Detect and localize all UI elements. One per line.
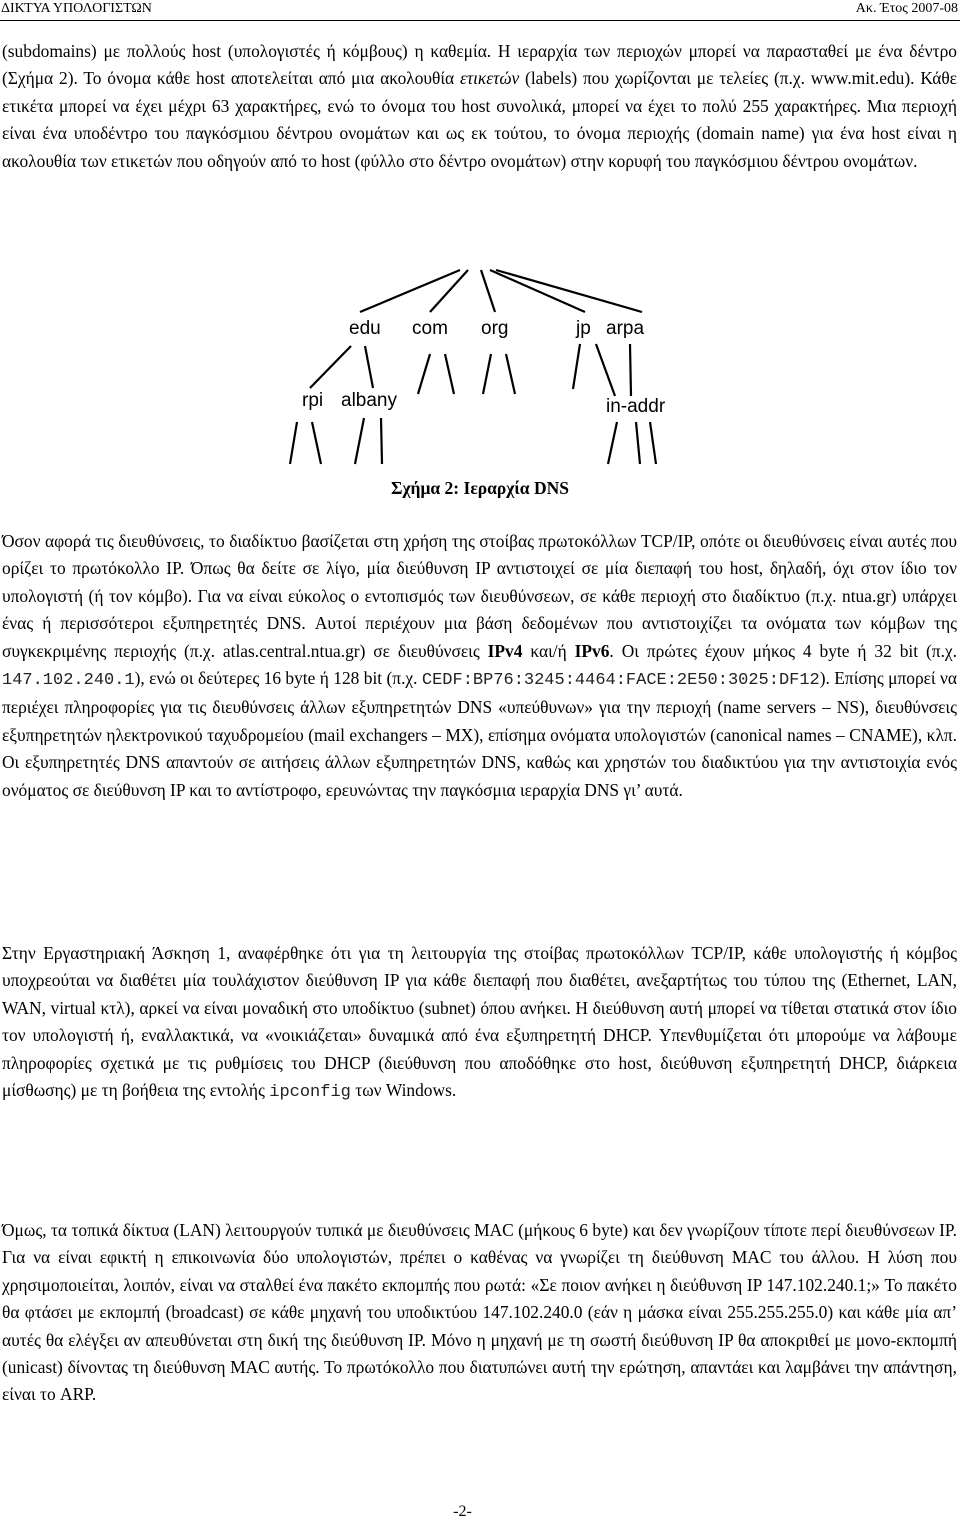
dns-hierarchy-diagram [270,262,690,472]
paragraph-ip-assignment [2,940,957,1106]
code-command: ipconfig [269,1083,351,1103]
node-jp: jp [576,318,591,339]
code-ipv4-example: 147.102.240.1 [2,671,135,691]
paragraph-text: . Οι πρώτες έχουν μήκος 4 byte ή 32 bit (π.χ. [609,640,957,661]
node-in-addr: in-addr [606,396,666,417]
italic-term: ετικετών [460,68,520,89]
paragraph-text: Όσον αφορά τις διευθύνσεις, το διαδίκτυο βασίζεται στη χρήση της στοίβας πρωτοκόλλων TCP/IP, οπότε οι διευθύνσεις είναι αυτές που ορίζει το πρωτόκολλο IP. Όπως θα δείτε σε λίγο, μία διεύθυνση IP αντιστοιχεί σε μία διεπαφή του host, δηλαδή, όχι στον ίδιο τον υπολογιστή (ή τον κόμβο). Για να είναι εύκολος ο εντοπισμός των διευθύνσεων, σε κάθε περιοχή στο διαδίκτυο (π.χ. ntua.gr) υπάρχει ένας ή περισσότεροι εξυπηρετητές DNS. Αυτοί περιέχουν μια βάση δεδομένων που αντιστοιχίζει τα ονόματα των κόμβων της συγκεκριμένης περιοχής (π.χ. atlas.central.ntua.gr) σε διευθύνσεις [2,531,957,661]
bold-term: IPv6 [574,640,610,661]
paragraph-text: (subdomains) με πολλούς host (υπολογιστές ή κόμβους) η καθεμία. Η ιεραρχία των περιοχών μπορεί να παρασταθεί με ένα δέντρο (Σχήμα 2). Το όνομα κάθε host αποτελείται από μια ακολουθία [2,41,957,89]
tree-branches [290,270,656,464]
page-header [0,0,960,21]
code-ipv6-example: CEDF:BP76:3245:4464:FACE:2E50:3025:DF12 [421,671,820,691]
node-com: com [412,318,448,339]
paragraph-text: ). Επίσης μπορεί να περιέχει πληροφορίες για τις διευθύνσεις άλλων εξυπηρετητών DNS «υπεύθυνων» για την περιοχή (name servers – NS), διευθύνσεις εξυπηρετητών ηλεκτρονικού ταχυδρομείου (mail exchangers – MX), επίσημα ονόματα υπολογιστών (canonical names – CNAME), κλπ. Οι εξυπηρετητές DNS απαντούν σε αιτήσεις άλλων εξυπηρετητών DNS, καθώς και χρηστών του διαδικτύου για την αντιστοιχία ενός ονόματος σε διεύθυνση IP και το αντίστροφο, ερευνώντας την παγκόσμια ιεραρχία DNS γι’ αυτά. [2,668,957,800]
paragraph-text: Όμως, τα τοπικά δίκτυα (LAN) λειτουργούν τυπικά με διευθύνσεις MAC (μήκους 6 byte) και δεν γνωρίζουν τίποτε περί διευθύνσεων IP. Για να είναι εφικτή η επικοινωνία δύο υπολογιστών, πρέπει ο καθένας να γνωρίζει τη διεύθυνση MAC του άλλου. Η λύση που χρησιμοποιείται, λοιπόν, είναι να σταλθεί ένα πακέτο εκπομπής που ρωτά: «Σε ποιον ανήκει η διεύθυνση IP 147.102.240.1;» Το πακέτο θα φτάσει με εκπομπή (broadcast) σε κάθε μηχανή του υποδικτύου 147.102.240.0 (εάν η μάσκα είναι 255.255.255.0) και κάθε μία απ’ αυτές θα ελέγξει αν απευθύνεται στη δική της διεύθυνση IP. Μόνο η μηχανή με τη σωστή διεύθυνση IP θα αποκριθεί με μονο-εκπομπή (unicast) δίνοντας τη διεύθυνση MAC αυτής. Το πρωτόκολλο που διατυπώνει αυτή την ερώτηση, απαντάει και λαμβάνει την απάντηση, είναι το ARP. [2,1220,957,1405]
page-number: -2- [453,1503,472,1520]
paragraph-addresses [2,528,957,804]
paragraph-text: και/ή [522,640,575,661]
header-course-title: ΔΙΚΤΥΑ ΥΠΟΛΟΓΙΣΤΩΝ [1,1,152,16]
node-edu: edu [349,318,381,339]
node-org: org [481,318,509,339]
bold-term: IPv4 [487,640,523,661]
paragraph-domains [2,38,957,175]
figure-caption: Σχήμα 2: Ιεραρχία DNS [391,478,569,498]
paragraph-text: (labels) που χωρίζονται με τελείες (π.χ. www.mit.edu). Κάθε ετικέτα μπορεί να έχει μέχρι 63 χαρακτήρες, ενώ το όνομα του host συνολικά, μπορεί να έχει το πολύ 255 χαρακτήρες. Μια περιοχή είναι ένα υποδέντρο του παγκόσμιου δέντρου ονομάτων και ως εκ τούτου, το όνομα περιοχής (domain name) για ένα host είναι η ακολουθία των ετικετών που οδηγούν από το host (φύλλο στο δέντρο ονομάτων) στην κορυφή του παγκόσμιου δέντρου ονομάτων. [2,68,957,171]
node-arpa: arpa [606,318,645,339]
node-rpi: rpi [302,390,324,411]
paragraph-text: των Windows. [350,1080,457,1101]
paragraph-mac-arp [2,1217,957,1409]
header-academic-year: Ακ. Έτος 2007-08 [855,1,958,16]
paragraph-text: Στην Εργαστηριακή Άσκηση 1, αναφέρθηκε ότι για τη λειτουργία της στοίβας πρωτοκόλλων TCP/IP, κάθε υπολογιστής ή κόμβος υποχρεούται να διαθέτει μία τουλάχιστον διεύθυνση IP για κάθε διεπαφή που διαθέτει, ανεξαρτήτως του τύπου της (Ethernet, LAN, WAN, virtual κτλ), αρκεί να είναι μοναδική στο υποδίκτυο (subnet) όπου ανήκει. Η διεύθυνση αυτή μπορεί να τίθεται στατικά στον ίδιο τον υπολογιστή ή, εναλλακτικά, να «νοικιάζεται» δυναμικά από ένα εξυπηρετητή DHCP. Υπενθυμίζεται ότι μπορούμε να λάβουμε πληροφορίες σχετικά με τις ρυθμίσεις του DHCP (διεύθυνση που αποδόθηκε στο host, διεύθυνση εξυπηρετητή DHCP, διάρκεια μίσθωσης) με τη βοήθεια της εντολής [2,943,957,1101]
node-albany: albany [341,390,397,411]
paragraph-text: ), ενώ οι δεύτερες 16 byte ή 128 bit (π.χ. [134,668,422,689]
